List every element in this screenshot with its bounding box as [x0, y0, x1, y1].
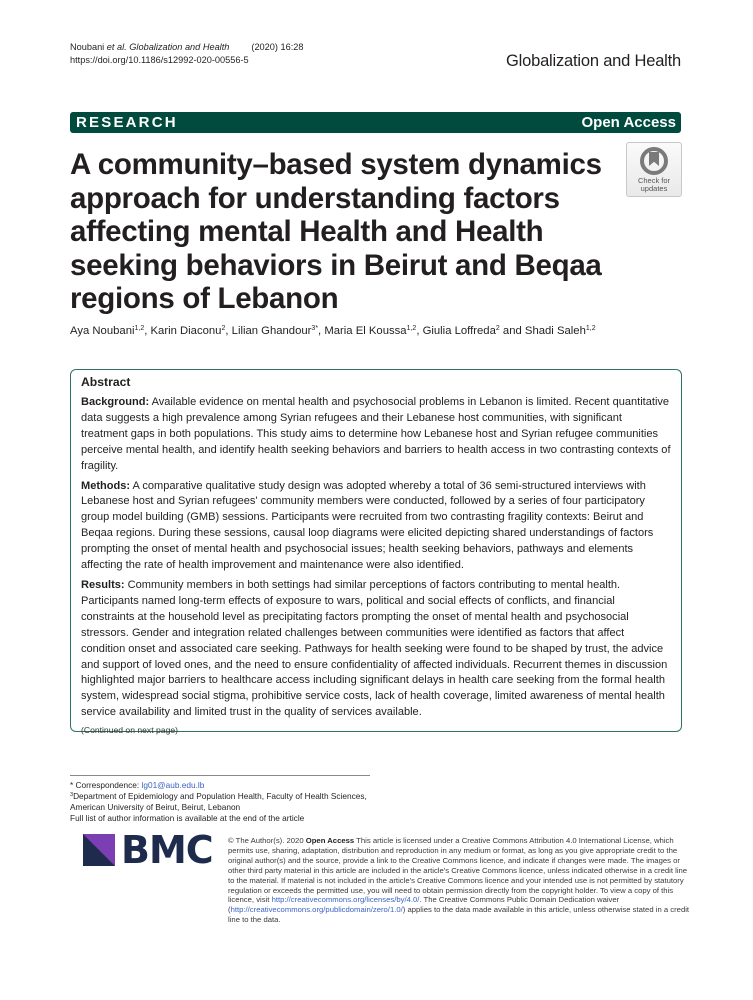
bmc-logo-text: BMC	[121, 828, 213, 872]
author-separator: ,	[144, 325, 151, 337]
section-label: Background:	[81, 396, 150, 408]
section-label: Methods:	[81, 479, 131, 492]
abstract-heading: Abstract	[81, 375, 131, 389]
license-statement	[228, 836, 690, 925]
journal-name: Globalization and Health	[506, 52, 681, 70]
affiliation-number: 3	[70, 792, 74, 798]
author-name: Maria El Koussa	[324, 325, 407, 337]
copyright-text: © The Author(s). 2020	[228, 836, 306, 845]
abstract-background	[81, 395, 671, 475]
correspondence-footnote	[70, 775, 370, 824]
section-text: Community members in both settings had similar perceptions of factors contributing to mental health. Participants named long-term effects of exposure to wars, political and social effects of conflicts, and financial constraints at the household level as precipitating factors prompting the onset of mental health and psychosocial stressors. Gender and integration related challenges between communities were identified as factors that affect condition onset and associated care seeking. Pathways for health seeking were found to be shaped by trust, the advice and support of loved ones, and the need to ensure confidentiality of affected individuals. Recurrent themes in discussion highlighted major barriers to healthcare access including significant delays in health care seeking from the formal health system, widespread social stigma, prohibitive service costs, lack of health coverage, limited awareness of mental health service availability and limited trust in the quality of services available.	[81, 578, 668, 719]
author-name: Giulia Loffreda	[422, 325, 496, 337]
article-type-banner	[70, 112, 681, 133]
license-text: . The Creative Commons Public Domain Dedication waiver (	[228, 895, 620, 915]
correspondence-email-link[interactable]: lg01@aub.edu.lb	[141, 780, 205, 790]
license-text: ) applies to the data made available in this article, unless otherwise stated in a credit line to the data.	[228, 905, 690, 925]
author-separator: ,	[416, 325, 423, 337]
full-list-note: Full list of author information is available at the end of the article	[70, 813, 305, 823]
abstract-results	[81, 578, 671, 721]
author-name: Aya Noubani	[70, 325, 135, 337]
author-affiliation: 2	[495, 325, 500, 332]
author-separator: and	[499, 325, 525, 337]
citation-etal: et al.	[106, 42, 127, 52]
check-for-updates-line2: updates	[640, 184, 668, 193]
abstract-methods	[81, 479, 671, 574]
author-affiliation: 1,2	[406, 325, 417, 332]
author-name: Lilian Ghandour	[231, 325, 312, 337]
license-text: This article is licensed under a Creative Commons Attribution 4.0 International License, which permits use, sharing, adaptation, distribution and reproduction in any medium or format, as long as you give appropriate credit to the original author(s) and the source, provide a link to the Creative Commons licence, and indicate if changes were made. The images or other third party material in this article are included in the article's Creative Commons licence, unless indicated otherwise in a credit line to the material. If material is not included in the article's Creative Commons licence and your intended use is not permitted by statutory regulation or exceeds the permitted use, you will need to obtain permission directly from the copyright holder. To view a copy of this licence, visit	[228, 836, 688, 905]
crossmark-icon	[640, 147, 668, 175]
abstract-box	[70, 369, 682, 736]
doi-link[interactable]: https://doi.org/10.1186/s12992-020-00556-5	[70, 55, 249, 65]
article-title: A community–based system dynamics approach for understanding factors affecting mental Health and Health seeking behaviors in Beirut and Beqaa regions of Lebanon	[70, 148, 602, 315]
article-type-label: RESEARCH	[76, 114, 178, 131]
author-name: Shadi Saleh	[524, 325, 586, 337]
open-access-label: Open Access	[581, 114, 676, 131]
author-affiliation: 1,2	[585, 325, 596, 332]
citation-authors: Noubani	[70, 42, 105, 52]
open-access-bold: Open Access	[305, 836, 355, 845]
continued-note: (Continued on next page)	[81, 725, 178, 736]
cc-zero-link[interactable]: http://creativecommons.org/publicdomain/zero/1.0/	[230, 905, 403, 915]
author-affiliation: 2	[221, 325, 226, 332]
check-for-updates-button[interactable]	[626, 142, 682, 197]
correspondence-label: * Correspondence:	[70, 780, 142, 790]
section-label: Results:	[81, 578, 125, 591]
check-for-updates-line1: Check for	[637, 176, 671, 185]
running-header	[70, 41, 304, 67]
section-text: A comparative qualitative study design was adopted whereby a total of 36 semi-structured interviews with Lebanese host and Syrian refugees' community members were conducted, followed by a series of four participatory group model building (GMB) sessions. Participants were recruited from two contrasting fragility contexts: Beirut and Beqaa regions. During these sessions, causal loop diagrams were elicited depicting shared understandings of factors prompting the onset of mental health and psychosocial issues; health seeking behaviors, pathways and elements affecting the rate of health improvement and maintenance were also identified.	[81, 479, 654, 572]
author-name: Karin Diaconu	[150, 325, 222, 337]
author-list	[70, 325, 596, 337]
author-affiliation: 3*	[311, 325, 319, 332]
section-text: Available evidence on mental health and psychosocial problems in Lebanon is limited. Recent quantitative data suggests a high prevalence among Syrian refugees and their Lebanese host communities, with significant treatment gaps in both populations. This study aims to determine how Lebanese host and Syrian refugee communities perceive mental health, and identify health seeking behaviors and barriers to health access in two contrasting contexts of fragility.	[81, 396, 671, 472]
citation-year-volume: (2020) 16:28	[251, 42, 304, 52]
bmc-logo	[83, 828, 213, 872]
author-separator: ,	[318, 325, 325, 337]
cc-by-link[interactable]: http://creativecommons.org/licenses/by/4.0/	[271, 895, 420, 905]
bmc-logo-icon	[83, 834, 115, 866]
affiliation-text: Department of Epidemiology and Population Health, Faculty of Health Sciences, American University of Beirut, Beirut, Lebanon	[70, 791, 367, 812]
author-affiliation: 1,2	[134, 325, 145, 332]
author-separator: ,	[225, 325, 232, 337]
citation-journal: Globalization and Health	[129, 42, 230, 52]
